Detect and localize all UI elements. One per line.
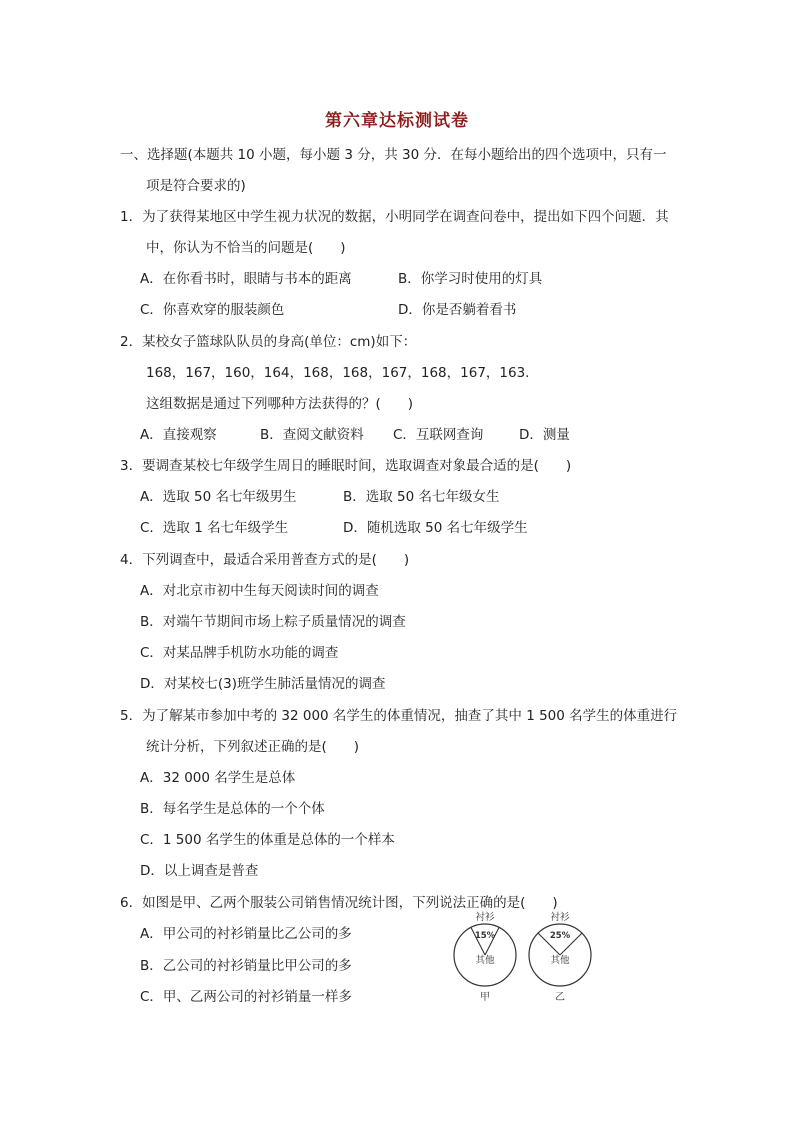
q4-option-b: B．对端午节期间市场上粽子质量情况的调查 bbox=[140, 614, 406, 630]
q3-option-a: A．选取 50 名七年级男生 bbox=[140, 489, 297, 505]
q4-stem-line1: 4．下列调查中，最适合采用普查方式的是( ) bbox=[120, 552, 410, 568]
q2-option-b: B．查阅文献资料 bbox=[260, 427, 364, 443]
q3-option-b: B．选取 50 名七年级女生 bbox=[343, 489, 500, 505]
q2-data-line: 168，167，160，164，168，168，167，168，167，163. bbox=[146, 365, 530, 381]
q6-option-b: B．乙公司的衬衫销量比甲公司的多 bbox=[140, 958, 352, 974]
q5-option-c: C．1 500 名学生的体重是总体的一个样本 bbox=[140, 832, 395, 848]
q6-option-a: A．甲公司的衬衫销量比乙公司的多 bbox=[140, 926, 352, 942]
q5-stem-line1: 5．为了解某市参加中考的 32 000 名学生的体重情况，抽查了其中 1 500 名学生的体重进行 bbox=[120, 708, 678, 724]
q3-stem-line1: 3．要调查某校七年级学生周日的睡眠时间，选取调查对象最合适的是( ) bbox=[120, 458, 572, 474]
section-heading-line2: 项是符合要求的) bbox=[146, 178, 246, 194]
pie-2-caption: 乙 bbox=[555, 992, 565, 1003]
pie-1-other-label: 其他 bbox=[475, 955, 495, 966]
page-title: 第六章达标测试卷 bbox=[325, 111, 469, 131]
q3-option-c: C．选取 1 名七年级学生 bbox=[140, 520, 289, 536]
section-heading-line1: 一、选择题(本题共 10 小题，每小题 3 分，共 30 分．在每小题给出的四个选项中，只有一 bbox=[120, 147, 667, 163]
q1-option-b: B．你学习时使用的灯具 bbox=[398, 271, 543, 287]
q4-option-d: D．对某校七(3)班学生肺活量情况的调查 bbox=[140, 676, 386, 692]
q1-stem-line1: 1．为了获得某地区中学生视力状况的数据，小明同学在调查问卷中，提出如下四个问题．其 bbox=[120, 209, 669, 225]
q1-option-a: A．在你看书时，眼睛与书本的距离 bbox=[140, 271, 352, 287]
q3-option-d: D．随机选取 50 名七年级学生 bbox=[343, 520, 528, 536]
q6-option-c: C．甲、乙两公司的衬衫销量一样多 bbox=[140, 989, 352, 1005]
q2-option-a: A．直接观察 bbox=[140, 427, 217, 443]
q4-option-c: C．对某品牌手机防水功能的调查 bbox=[140, 645, 339, 661]
pie-1-slice-label: 衬衫 bbox=[475, 912, 495, 923]
pie-2-slice-label: 衬衫 bbox=[550, 912, 570, 923]
pie-charts-figure bbox=[440, 908, 610, 1010]
q5-option-d: D．以上调查是普查 bbox=[140, 863, 259, 879]
pie-1-slice-percent: 15% bbox=[474, 931, 496, 941]
q5-option-a: A．32 000 名学生是总体 bbox=[140, 770, 296, 786]
q1-option-d: D．你是否躺着看书 bbox=[398, 302, 517, 318]
q4-option-a: A．对北京市初中生每天阅读时间的调查 bbox=[140, 583, 379, 599]
pie-2-other-label: 其他 bbox=[550, 955, 570, 966]
q2-stem-line1: 2．某校女子篮球队队员的身高(单位：cm)如下： bbox=[120, 334, 417, 350]
q1-stem-line2: 中，你认为不恰当的问题是( ) bbox=[146, 240, 346, 256]
q2-option-c: C．互联网查询 bbox=[393, 427, 484, 443]
q2-option-d: D．测量 bbox=[519, 427, 570, 443]
q2-stem-line3: 这组数据是通过下列哪种方法获得的？( ) bbox=[146, 396, 414, 412]
pie-2-slice-percent: 25% bbox=[549, 931, 571, 941]
q5-option-b: B．每名学生是总体的一个个体 bbox=[140, 801, 325, 817]
q1-option-c: C．你喜欢穿的服装颜色 bbox=[140, 302, 285, 318]
q6-stem-line1: 6．如图是甲、乙两个服装公司销售情况统计图，下列说法正确的是( ) bbox=[120, 895, 558, 911]
q5-stem-line2: 统计分析，下列叙述正确的是( ) bbox=[146, 739, 360, 755]
pie-1-caption: 甲 bbox=[480, 992, 490, 1003]
